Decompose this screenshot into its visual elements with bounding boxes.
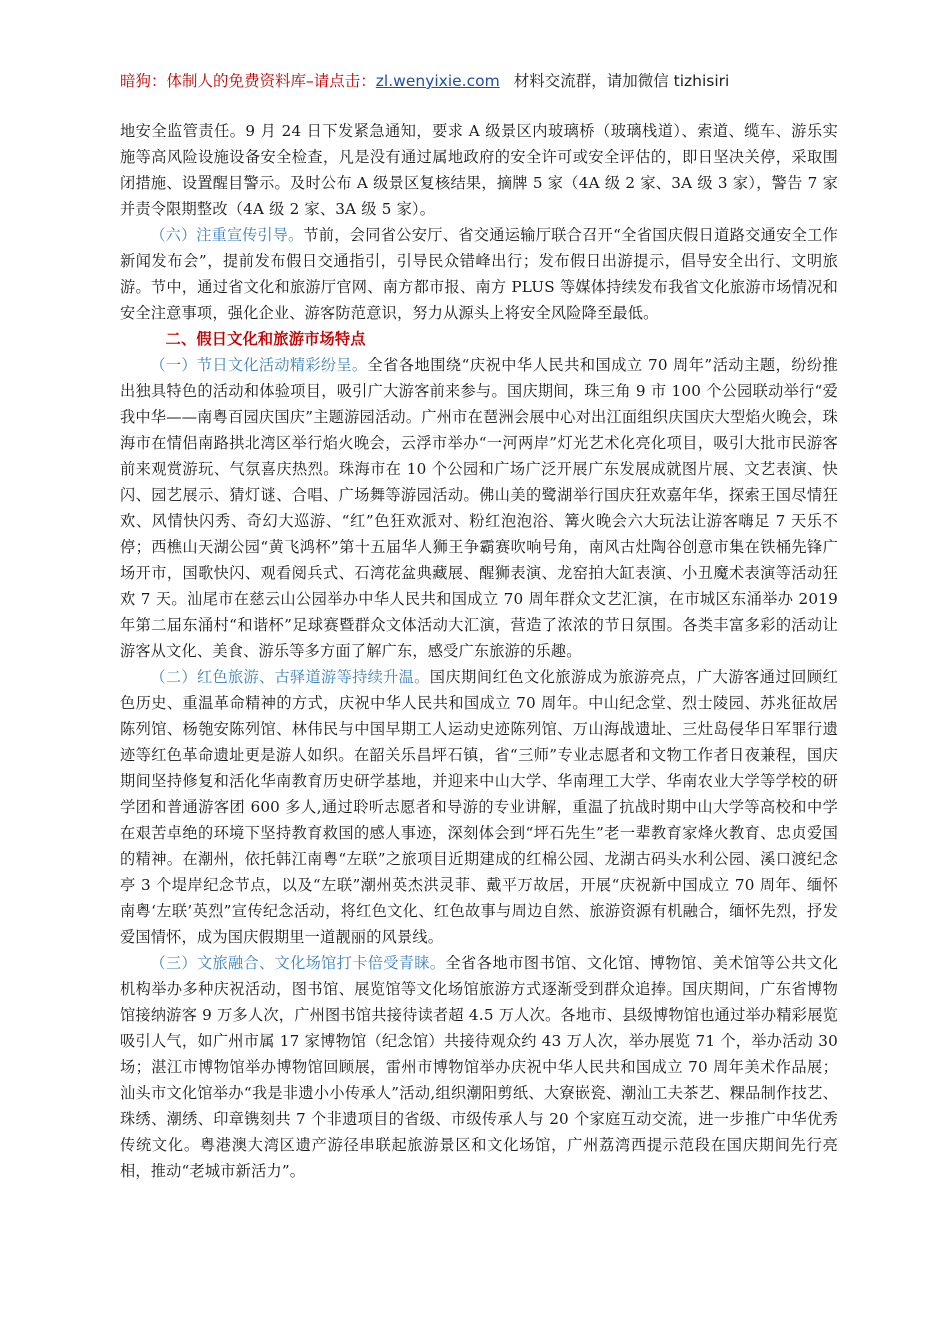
paragraph-text: 国庆期间红色文化旅游成为旅游亮点，广大游客通过回顾红色历史、重温革命精神的方式，庆祝中华人民共和国成立 70 周年。中山纪念堂、烈士陵园、苏兆征故居陈列馆、杨匏安陈列馆、林伟民与中国早期工人运动史迹陈列馆、万山海战遗址、三灶岛侵华日军罪行遗迹等红色革命遗址更是游人如织。在韶关乐昌坪石镇，省“三师”专业志愿者和文物工作者日夜兼程，国庆期间坚持修复和活化华南教育历史研学基地，并迎来中山大学、华南理工大学、华南农业大学等学校的研学团和普通游客团 600 多人,通过聆听志愿者和导游的专业讲解，重温了抗战时期中山大学等高校和中学在艰苦卓绝的环境下坚持教育救国的感人事迹，深刻体会到“坪石先生”老一辈教育家烽火教育、忠贞爱国的精神。在潮州，依托韩江南粤“左联”之旅项目近期建成的红棉公园、龙湖古码头水利公园、溪口渡纪念亭 3 个堤岸纪念节点，以及“左联”潮州英杰洪灵菲、戴平万故居，开展“庆祝新中国成立 70 周年、缅怀南粤‘左联’英烈”宣传纪念活动，将红色文化、红色故事与周边自然、旅游资源有机融合，缅怀先烈，抒发爱国情怀，成为国庆假期里一道靓丽的风景线。 bbox=[120, 668, 839, 946]
paragraph-red-tourism bbox=[120, 664, 838, 950]
document-body bbox=[120, 118, 838, 1184]
paragraph-text: 全省各地市图书馆、文化馆、博物馆、美术馆等公共文化机构举办多种庆祝活动，图书馆、展览馆等文化场馆旅游方式逐渐受到群众追捧。国庆期间，广东省博物馆接纳游客 9 万多人次，广州图书馆共接待读者超 4.5 万人次。各地市、县级博物馆也通过举办精彩展览吸引人气，如广州市属 17 家博物馆（纪念馆）共接待观众约 43 万人次，举办展览 71 个，举办活动 30 场；湛江市博物馆举办博物馆回顾展，雷州市博物馆举办庆祝中华人民共和国成立 70 周年美术作品展；汕头市文化馆举办“我是非遗小小传承人”活动,组织潮阳剪纸、大寮嵌瓷、潮汕工夫茶艺、粿品制作技艺、珠绣、潮绣、印章镌刻共 7 个非遗项目的省级、市级传承人与 20 个家庭互动交流，进一步推广中华优秀传统文化。粤港澳大湾区遗产游径串联起旅游景区和文化场馆，广州荔湾西提示范段在国庆期间先行亮相，推动“老城市新活力”。 bbox=[120, 954, 839, 1180]
paragraph-lead: （一）节日文化活动精彩纷呈。 bbox=[150, 356, 368, 374]
paragraph-lead: （六）注重宣传引导。 bbox=[150, 226, 304, 244]
paragraph-lead: （二）红色旅游、古驿道游等持续升温。 bbox=[150, 668, 430, 686]
page-header bbox=[120, 70, 840, 92]
paragraph-culture-venues bbox=[120, 950, 838, 1184]
paragraph-publicity bbox=[120, 222, 838, 326]
site-link[interactable]: zl.wenyixie.com bbox=[375, 72, 500, 90]
paragraph-safety-continued: 地安全监管责任。9 月 24 日下发紧急通知，要求 A 级景区内玻璃桥（玻璃栈道）、索道、缆车、游乐实施等高风险设施设备安全检查，凡是没有通过属地政府的安全许可或安全评估的，即日坚决关停，采取围闭措施、设置醒目警示。及时公布 A 级景区复核结果，摘牌 5 家（4A 级 2 家、3A 级 3 家），警告 7 家并责令限期整改（4A 级 2 家、3A 级 5 家）。 bbox=[120, 122, 838, 218]
paragraph-text: 全省各地围绕“庆祝中华人民共和国成立 70 周年”活动主题，纷纷推出独具特色的活动和体验项目，吸引广大游客前来参与。国庆期间，珠三角 9 市 100 个公园联动举行“爱我中华——南粤百园庆国庆”主题游园活动。广州市在琶洲会展中心对出江面组织庆国庆大型焰火晚会，珠海市在情侣南路拱北湾区举行焰火晚会，云浮市举办“一河两岸”灯光艺术化亮化项目，吸引大批市民游客前来观赏游玩、气氛喜庆热烈。珠海市在 10 个公园和广场广泛开展广东发展成就图片展、文艺表演、快闪、园艺展示、猜灯谜、合唱、广场舞等游园活动。佛山美的鹭湖举行国庆狂欢嘉年华，探索王国尽情狂欢、风情快闪秀、奇幻大巡游、“红”色狂欢派对、粉红泡泡浴、篝火晚会六大玩法让游客嗨足 7 天乐不停；西樵山天湖公园“黄飞鸿杯”第十五届华人狮王争霸赛吹响号角，南风古灶陶谷创意市集在铁桶先锋广场开市，国歌快闪、观看阅兵式、石湾花盆典藏展、醒狮表演、龙窑拍大缸表演、小丑魔术表演等活动狂欢 7 天。汕尾市在慈云山公园举办中华人民共和国成立 70 周年群众文艺汇演，在市城区东涌举办 2019 年第二届东涌村“和谐杯”足球赛暨群众文体活动大汇演，营造了浓浓的节日氛围。各类丰富多彩的活动让游客从文化、美食、游乐等多方面了解广东，感受广东旅游的乐趣。 bbox=[120, 356, 839, 660]
paragraph-festival-activities bbox=[120, 352, 838, 664]
section-title: 二、假日文化和旅游市场特点 bbox=[165, 330, 366, 348]
click-prompt: –请点击： bbox=[306, 72, 376, 90]
paragraph-text: 节前，会同省公安厅、省交通运输厅联合召开“全省国庆假日道路交通安全工作新闻发布会”，提前发布假日交通指引，引导民众错峰出行；发布假日出游提示，倡导安全出行、文明旅游。节中，通过省文化和旅游厅官网、南方都市报、南方 PLUS 等媒体持续发布我省文化旅游市场情况和安全注意事项，强化企业、游客防范意识，努力从源头上将安全风险降至最低。 bbox=[120, 226, 839, 322]
site-label: 暗狗：体制人的免费资料库 bbox=[120, 72, 307, 90]
group-note: 材料交流群，请加微信 tizhisiri bbox=[513, 72, 730, 90]
paragraph-lead: （三）文旅融合、文化场馆打卡倍受青睐。 bbox=[150, 954, 446, 972]
